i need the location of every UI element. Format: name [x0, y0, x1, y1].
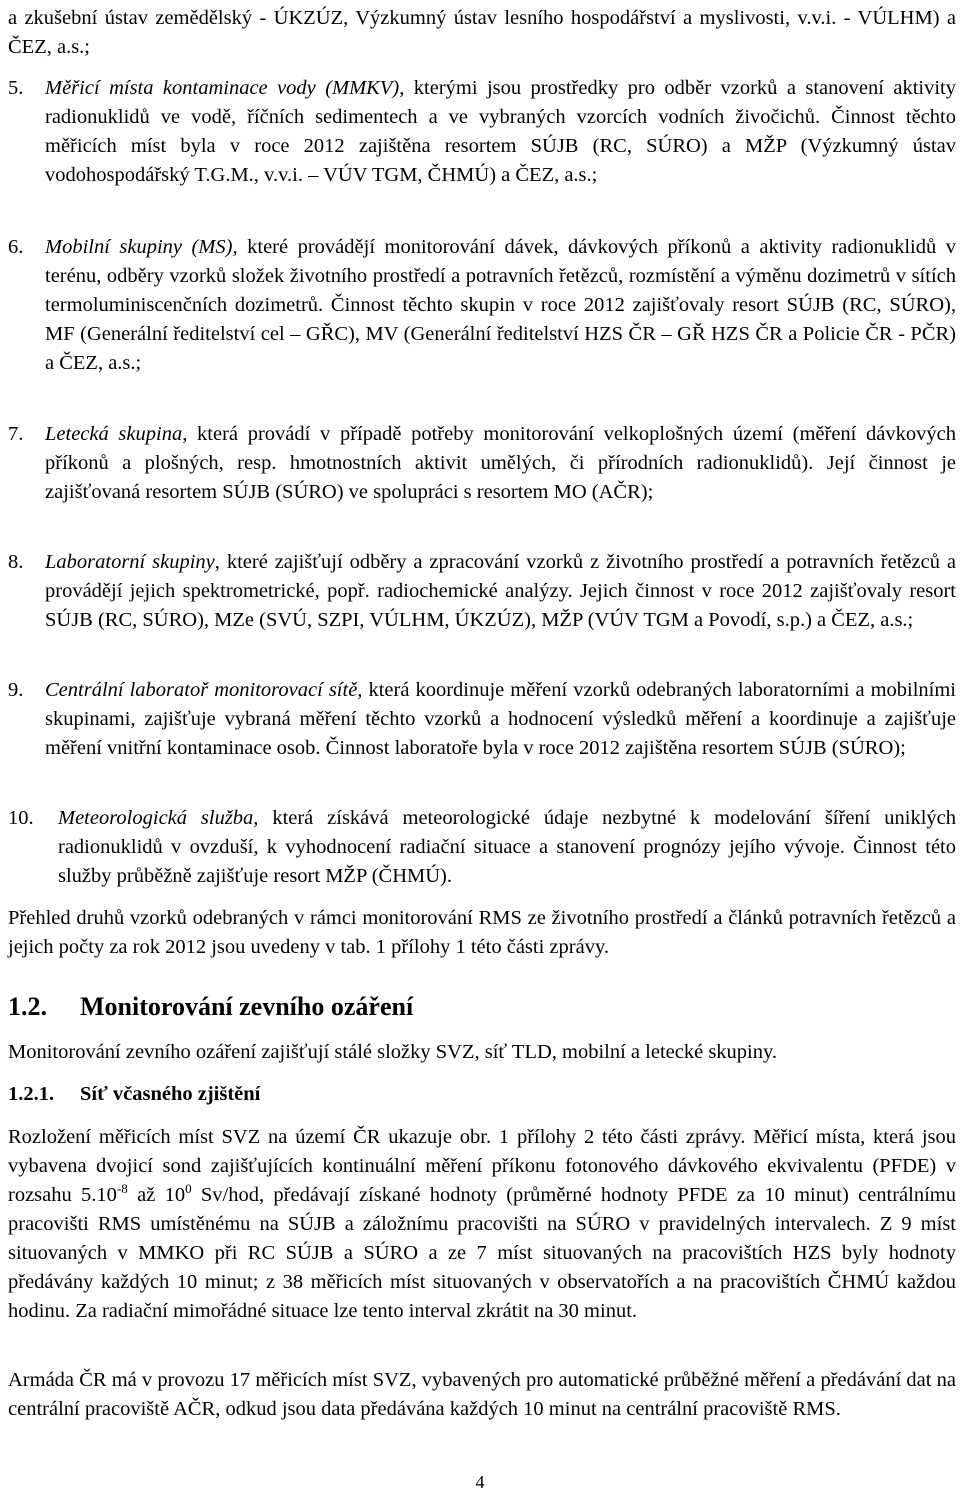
subsection-paragraph: Rozložení měřicích míst SVZ na území ČR ukazuje obr. 1 přílohy 2 této části zprávy. Měřicí místa, která jsou vybavena dvojicí sond zajišťujících kontinuální měření příkonu fotonového dávkového ekvivalentu (PFDE) v rozsahu $5.10^{-8}$ až $10^0$ Sv/hod, předávají získané hodnoty (průměrné hodnoty PFDE za 10 minut) centrálnímu pracovišti RMS umístěnému na SÚJB a záložnímu pracovišti na SÚRO v pravidelných intervalech. Z 9 míst situovaných v MMKO při RC SÚJB a SÚRO a ze 7 míst situovaných na pracovištích HZS byly hodnoty předávány každých 10 minut; z 38 měřicích míst situovaných v observatořích a na pracovištích ČHMÚ každou hodinu. Za radiační mimořádné situace lze tento interval zkrátit na 30 minut.: [8, 1126, 956, 1322]
list-item: [8, 74, 956, 190]
list-item-term: Mobilní skupiny (MS),: [45, 236, 238, 258]
list-item: [8, 420, 956, 507]
list-item-text: , která provádí v případě potřeby monitorování velkoplošných území (měření dávkových příkonů a plošných, resp. hmotnostních aktivit umělých, či přírodních radionuklidů). Její činnost je zajišťovaná resortem SÚJB (SÚRO) ve spolupráci s resortem MO (AČR);: [45, 423, 956, 503]
list-item-text: , které zajišťují odběry a zpracování vzorků z životního prostředí a potravních řetězců a provádějí jejich spektrometrické, popř. radiochemické analýzy. Jejich činnost v roce 2012 zajišťovaly resort SÚJB (RC, SÚRO), MZe (SVÚ, SZPI, VÚLHM, ÚKZÚZ), MŽP (VÚV TGM a Povodí, s.p.) a ČEZ, a.s.;: [45, 551, 956, 631]
list-item-term: Letecká skupina: [45, 423, 183, 445]
list-item-number: 7.: [8, 423, 24, 445]
list-item-term: Meteorologická služba,: [58, 807, 259, 829]
list-item-term: Měřicí místa kontaminace vody (MMKV),: [45, 77, 405, 99]
list-item: [8, 548, 956, 635]
subsection-number: 1.2.1.: [8, 1083, 55, 1105]
overview-paragraph: Přehled druhů vzorků odebraných v rámci monitorování RMS ze životního prostředí a článků potravních řetězců a jejich počty za rok 2012 jsou uvedeny v tab. 1 přílohy 1 této části zprávy.: [8, 907, 956, 958]
section-heading: [8, 990, 413, 1024]
exponent: 0: [185, 1181, 192, 1197]
list-item-number: 5.: [8, 77, 24, 99]
section-title: Monitorování zevního ozáření: [80, 992, 414, 1021]
list-item-term: Centrální laboratoř monitorovací sítě,: [45, 679, 363, 701]
list-item: [8, 233, 956, 378]
section-paragraph: Monitorování zevního ozáření zajišťují stálé složky SVZ, síť TLD, mobilní a letecké skupiny.: [8, 1041, 778, 1063]
list-item-number: 8.: [8, 551, 24, 573]
subsection-title: Síť včasného zjištění: [80, 1083, 261, 1105]
list-item-text: kterými jsou prostředky pro odběr vzorků a stanovení aktivity radionuklidů ve vodě, říčních sedimentech a ve vybraných vzorcích vodních živočichů. Činnost těchto měřicích míst byla v roce 2012 zajištěna resortem SÚJB (RC, SÚRO) a MŽP (Výzkumný ústav vodohospodářský T.G.M., v.v.i. – VÚV TGM, ČHMÚ) a ČEZ, a.s.;: [45, 77, 956, 186]
intro-continuation: a zkušební ústav zemědělský - ÚKZÚZ, Výzkumný ústav lesního hospodářství a myslivosti, v.v.i. - VÚLHM) a ČEZ, a.s.;: [8, 7, 956, 58]
list-item-number: 9.: [8, 679, 24, 701]
army-paragraph: Armáda ČR má v provozu 17 měřicích míst SVZ, vybavených pro automatické průběžné měření a předávání dat na centrální pracoviště AČR, odkud jsou data předávána každých 10 minut na centrální pracoviště RMS.: [8, 1369, 956, 1420]
list-item-text: která získává meteorologické údaje nezbytné k modelování šíření uniklých radionuklidů v ovzduší, k vyhodnocení radiační situace a stanovení prognózy jejího vývoje. Činnost této služby průběžně zajišťuje resort MŽP (ČHMÚ).: [58, 807, 956, 887]
list-item-number: 6.: [8, 236, 24, 258]
list-item: [8, 804, 956, 891]
page-number: 4: [475, 1472, 485, 1492]
list-item-text: které provádějí monitorování dávek, dávkových příkonů a aktivity radionuklidů v terénu, odběry vzorků složek životního prostředí a potravních řetězců, rozmístění a výměnu dozimetrů v sítích termoluminiscenčních dozimetrů. Činnost těchto skupin v roce 2012 zajišťovaly resort SÚJB (RC, SÚRO), MF (Generální ředitelství cel – GŘC), MV (Generální ředitelství HZS ČR – GŘ HZS ČR a Policie ČR - PČR) a ČEZ, a.s.;: [45, 236, 956, 374]
list-item-number: 10.: [8, 807, 34, 829]
list-item-text: která koordinuje měření vzorků odebraných laboratorními a mobilními skupinami, zajišťuje vybraná měření těchto vzorků a hodnocení výsledků měření a koordinuje a zajišťuje měření vnitřní kontaminace osob. Činnost laboratoře byla v roce 2012 zajištěna resortem SÚJB (SÚRO);: [45, 679, 956, 759]
section-number: 1.2.: [8, 992, 47, 1021]
list-item: [8, 676, 956, 763]
exponent: -8: [116, 1181, 128, 1197]
subsection-heading: [8, 1080, 260, 1109]
list-item-term: Laboratorní skupiny: [45, 551, 215, 573]
